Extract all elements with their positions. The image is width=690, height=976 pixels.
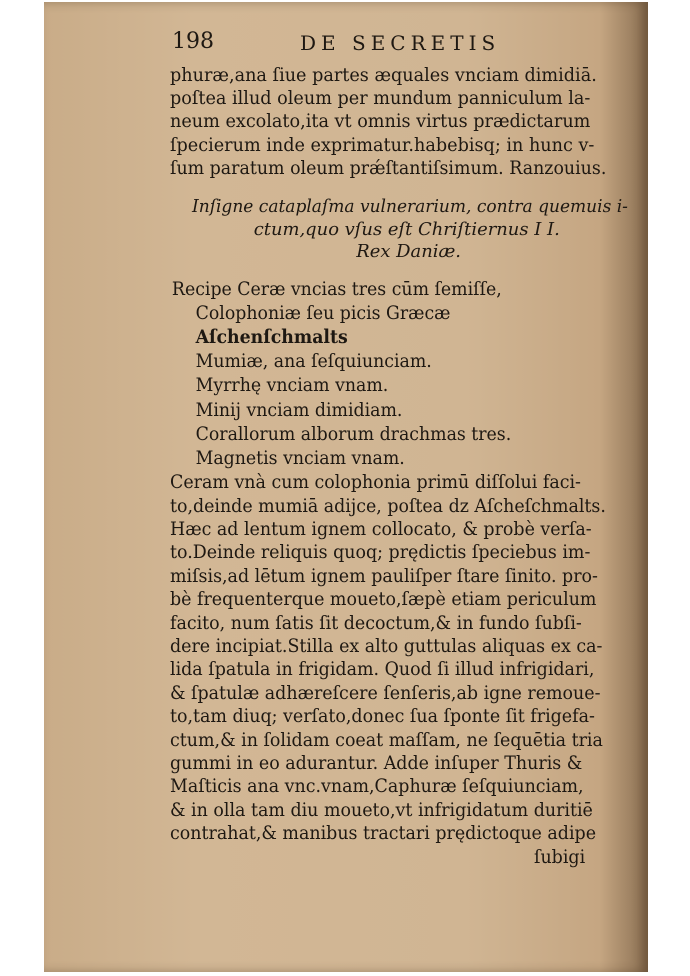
text-line: miſsis,ad lētum ignem pauliſper ſtare ſinito. pro- bbox=[170, 565, 598, 587]
text-line: to.Deinde reliquis quoq; prędictis ſpeciebus im- bbox=[170, 542, 591, 564]
page-header bbox=[170, 30, 630, 64]
catchword: ſubigi bbox=[533, 846, 586, 868]
text-line: Hæc ad lentum ignem collocato, & probè verſa- bbox=[170, 518, 592, 540]
text-line: ſum paratum oleum prǽſtantiſsimum. Ranzouius. bbox=[170, 157, 607, 179]
top-paragraph bbox=[170, 64, 630, 180]
text-line: neum excolato,ita vt omnis virtus prædictarum bbox=[170, 111, 591, 133]
recipe-line: Minij vnciam dimidiam. bbox=[195, 399, 403, 421]
text-line: dere incipiat.Stilla ex alto guttulas aliquas ex ca- bbox=[170, 635, 603, 657]
title-line: ctum,quo vſus eſt Chriſtiernus I I. bbox=[253, 218, 560, 240]
text-line: phuræ,ana ſiue partes æquales vnciam dimidiā. bbox=[170, 65, 597, 86]
recipe-line: Mumiæ, ana ſeſquiunciam. bbox=[195, 351, 432, 373]
recipe-list bbox=[170, 278, 630, 472]
running-title: DE SECRETIS bbox=[300, 31, 501, 55]
text-line: facito, num ſatis ſit decoctum,& in fundo ſubſi- bbox=[170, 612, 582, 634]
text-line: ſpecierum inde exprimatur.habebisq; in hunc v- bbox=[170, 134, 595, 156]
text-line: & ſpatulæ adhæreſcere ſenſeris,ab igne remoue- bbox=[170, 682, 601, 704]
text-line: gummi in eo adurantur. Adde inſuper Thuris & bbox=[170, 753, 583, 775]
text-line: ctum,& in ſolidam coeat maſſam, ne ſequētia tria bbox=[170, 729, 603, 751]
recipe-line: Magnetis vnciam vnam. bbox=[195, 447, 405, 469]
recipe-line: Recipe Ceræ vncias tres cūm ſemiſſe, bbox=[171, 278, 502, 300]
text-line: poſtea illud oleum per mundum panniculum la- bbox=[170, 88, 591, 110]
recipe-line: Myrrhę vnciam vnam. bbox=[195, 375, 389, 397]
recipe-line: Aſchenſchmalts bbox=[195, 326, 348, 348]
recipe-line: Colophoniæ ſeu picis Græcæ bbox=[195, 302, 451, 324]
text-line: lida ſpatula in frigidam. Quod ſi illud infrigidari, bbox=[170, 659, 595, 681]
text-line: Ceram vnà cum colophonia primū diſſolui faci- bbox=[170, 472, 581, 494]
text-line: Maſticis ana vnc.vnam,Caphuræ ſeſquiunciam, bbox=[170, 776, 584, 798]
text-line: to,tam diuq; verſato,donec ſua ſponte ſit frigefa- bbox=[170, 706, 595, 728]
title-line: Inſigne cataplaſma vulnerarium, contra quemuis i- bbox=[192, 196, 628, 218]
text-line: contrahat,& manibus tractari prędictoque adipe bbox=[170, 823, 597, 845]
text-line: & in olla tam diu moueto,vt infrigidatum duritiē bbox=[170, 799, 593, 821]
text-line: to,deinde mumiā adijce, poſtea dz Aſcheſchmalts. bbox=[170, 495, 606, 517]
body-paragraph bbox=[170, 471, 630, 869]
page-text bbox=[170, 30, 630, 869]
text-line: bè frequenterque moueto,ſæpè etiam periculum bbox=[170, 589, 597, 611]
section-title bbox=[170, 196, 630, 264]
page-number: 198 bbox=[172, 29, 214, 54]
title-line: Rex Daniæ. bbox=[356, 241, 462, 263]
recipe-line: Corallorum alborum drachmas tres. bbox=[195, 423, 512, 445]
